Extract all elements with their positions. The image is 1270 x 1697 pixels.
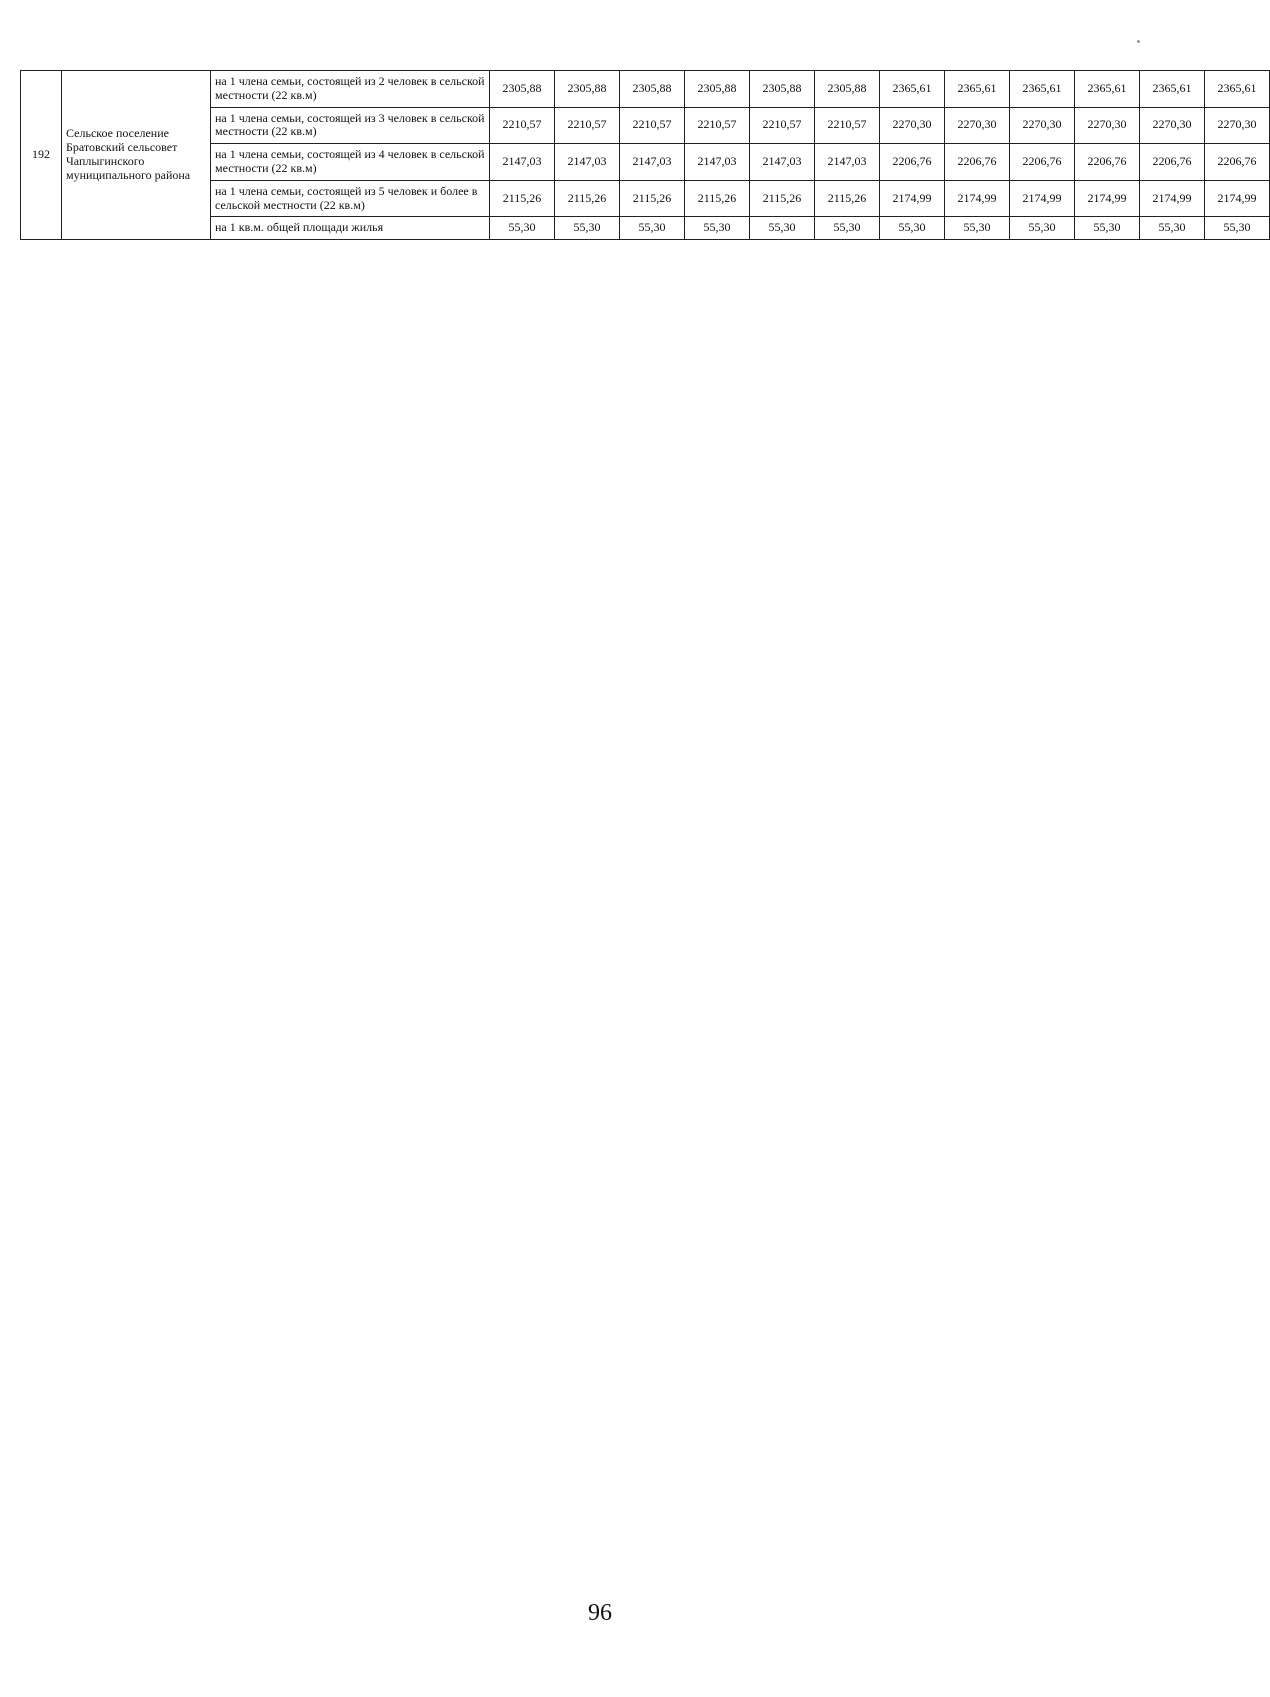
- value-cell: 2365,61: [945, 71, 1010, 108]
- value-cell: 55,30: [1075, 217, 1140, 240]
- value-cell: 2174,99: [1010, 180, 1075, 217]
- value-cell: 2210,57: [555, 107, 620, 144]
- value-cell: 2365,61: [880, 71, 945, 108]
- page-number: 96: [588, 1600, 612, 1626]
- category-cell: на 1 члена семьи, состоящей из 4 человек в сельской местности (22 кв.м): [211, 144, 490, 181]
- value-cell: 2270,30: [945, 107, 1010, 144]
- value-cell: 55,30: [750, 217, 815, 240]
- table-row: [21, 71, 1270, 108]
- value-cell: 55,30: [555, 217, 620, 240]
- value-cell: 2305,88: [815, 71, 880, 108]
- value-cell: 2305,88: [620, 71, 685, 108]
- value-cell: 2206,76: [1010, 144, 1075, 181]
- value-cell: 2174,99: [880, 180, 945, 217]
- value-cell: 2147,03: [685, 144, 750, 181]
- value-cell: 2365,61: [1010, 71, 1075, 108]
- value-cell: 55,30: [815, 217, 880, 240]
- value-cell: 55,30: [1205, 217, 1270, 240]
- value-cell: 2174,99: [1140, 180, 1205, 217]
- category-cell: на 1 кв.м. общей площади жилья: [211, 217, 490, 240]
- value-cell: 2115,26: [555, 180, 620, 217]
- value-cell: 55,30: [620, 217, 685, 240]
- value-cell: 2305,88: [555, 71, 620, 108]
- value-cell: 55,30: [685, 217, 750, 240]
- value-cell: 2115,26: [620, 180, 685, 217]
- value-cell: 2210,57: [620, 107, 685, 144]
- scan-speck: [1137, 40, 1140, 43]
- value-cell: 2147,03: [620, 144, 685, 181]
- value-cell: 2115,26: [815, 180, 880, 217]
- value-cell: 2174,99: [945, 180, 1010, 217]
- value-cell: 2305,88: [685, 71, 750, 108]
- value-cell: 55,30: [490, 217, 555, 240]
- value-cell: 55,30: [880, 217, 945, 240]
- value-cell: 2270,30: [1075, 107, 1140, 144]
- value-cell: 2206,76: [1075, 144, 1140, 181]
- value-cell: 2270,30: [1140, 107, 1205, 144]
- value-cell: 2115,26: [490, 180, 555, 217]
- value-cell: 55,30: [1010, 217, 1075, 240]
- value-cell: 2365,61: [1205, 71, 1270, 108]
- value-cell: 2147,03: [555, 144, 620, 181]
- value-cell: 2147,03: [750, 144, 815, 181]
- value-cell: 2210,57: [685, 107, 750, 144]
- value-cell: 55,30: [945, 217, 1010, 240]
- value-cell: 2206,76: [1140, 144, 1205, 181]
- value-cell: 2365,61: [1140, 71, 1205, 108]
- value-cell: 2206,76: [1205, 144, 1270, 181]
- value-cell: 2270,30: [880, 107, 945, 144]
- value-cell: 2174,99: [1205, 180, 1270, 217]
- value-cell: 2115,26: [685, 180, 750, 217]
- category-cell: на 1 члена семьи, состоящей из 3 человек в сельской местности (22 кв.м): [211, 107, 490, 144]
- value-cell: 2147,03: [490, 144, 555, 181]
- value-cell: 2365,61: [1075, 71, 1140, 108]
- value-cell: 2270,30: [1010, 107, 1075, 144]
- value-cell: 2174,99: [1075, 180, 1140, 217]
- value-cell: 2305,88: [490, 71, 555, 108]
- category-cell: на 1 члена семьи, состоящей из 2 человек в сельской местности (22 кв.м): [211, 71, 490, 108]
- tariff-table: [20, 70, 1270, 240]
- value-cell: 2210,57: [815, 107, 880, 144]
- value-cell: 2206,76: [945, 144, 1010, 181]
- value-cell: 2210,57: [750, 107, 815, 144]
- category-cell: на 1 члена семьи, состоящей из 5 человек и более в сельской местности (22 кв.м): [211, 180, 490, 217]
- value-cell: 2305,88: [750, 71, 815, 108]
- value-cell: 2210,57: [490, 107, 555, 144]
- row-number-cell: 192: [21, 71, 62, 240]
- value-cell: 2206,76: [880, 144, 945, 181]
- settlement-name-cell: Сельское поселение Братовский сельсовет Чаплыгинского муниципального района: [62, 71, 211, 240]
- value-cell: 55,30: [1140, 217, 1205, 240]
- value-cell: 2270,30: [1205, 107, 1270, 144]
- value-cell: 2147,03: [815, 144, 880, 181]
- value-cell: 2115,26: [750, 180, 815, 217]
